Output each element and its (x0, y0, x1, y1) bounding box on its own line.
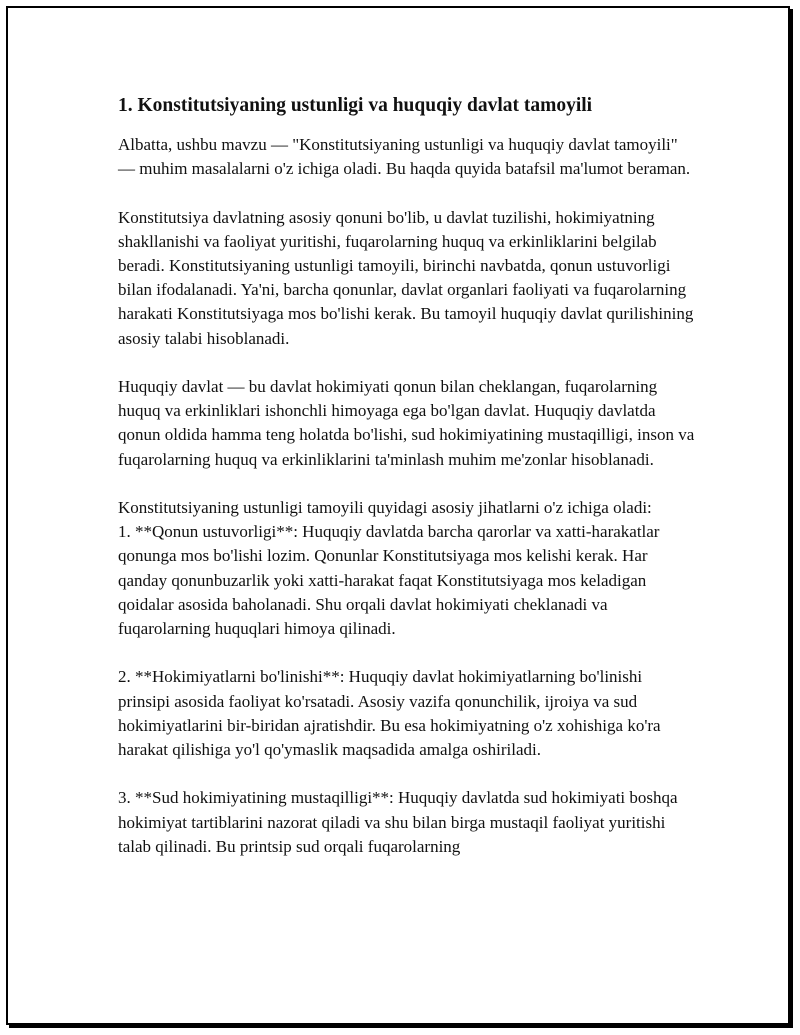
paragraph-gap (118, 351, 698, 375)
paragraph-constitution: Konstitutsiya davlatning asosiy qonuni bo'lib, u davlat tuzilishi, hokimiyatning shakllanishi va faoliyat yuritishi, fuqarolarning huquq va erkinliklarini belgilab beradi. Konstitutsiyaning ustunligi tamoyili, birinchi navbatda, qonun ustuvorligi bilan ifodalanadi. Ya'ni, barcha qonunlar, davlat organlari faoliyati va fuqarolarning harakati Konstitutsiyaga mos bo'lishi kerak. Bu tamoyil huquqiy davlat qurilishining asosiy talabi hisoblanadi. (118, 207, 694, 348)
paragraph-gap (118, 181, 698, 205)
paragraph-gap (118, 762, 698, 786)
paragraph-intro: Albatta, ushbu mavzu — "Konstitutsiyaning ustunligi va huquqiy davlat tamoyili" — muhim masalalarni o'z ichiga oladi. Bu haqda quyida batafsil ma'lumot beraman. (118, 135, 691, 179)
paragraph-gap (118, 472, 698, 496)
paragraph-legal-state: Huquqiy davlat — bu davlat hokimiyati qonun bilan cheklangan, fuqarolarning huquq va erkinliklari ishonchli himoyaga ega bo'lgan davlat. Huquqiy davlatda qonun oldida hamma teng holatda bo'lishi, sud hokimiyatining mustaqilligi, inson va fuqarolarning huquq va erkinliklarini ta'minlash muhim me'zonlar hisoblanadi. (118, 377, 695, 469)
paragraph-aspects-intro: Konstitutsiyaning ustunligi tamoyili quyidagi asosiy jihatlarni o'z ichiga oladi: (118, 498, 652, 517)
section-heading: 1. Konstitutsiyaning ustunligi va huquqiy davlat tamoyili (118, 95, 593, 116)
list-item-judicial-independence: 3. **Sud hokimiyatining mustaqilligi**: Huquqiy davlatda sud hokimiyati boshqa hokimiyat tartiblarini nazorat qiladi va shu bilan birga mustaqil faoliyat yuritishi talab qilinadi. Bu printsip sud orqali fuqarolarning (118, 788, 678, 856)
list-item-rule-of-law: 1. **Qonun ustuvorligi**: Huquqiy davlatda barcha qarorlar va xatti-harakatlar qonunga mos bo'lishi lozim. Qonunlar Konstitutsiyaga mos kelishi kerak. Har qanday qonunbuzarlik yoki xatti-harakat faqat Konstitutsiyaga mos keladigan qoidalar asosida baholanadi. Shu orqali davlat hokimiyati cheklanadi va fuqarolarning huquqlari himoya qilinadi. (118, 522, 660, 639)
list-item-separation-of-powers: 2. **Hokimiyatlarni bo'linishi**: Huquqiy davlat hokimiyatlarning bo'linishi prinsipi asosida faoliyat ko'rsatadi. Asosiy vazifa qonunchilik, ijroiya va sud hokimiyatlarini bir-biridan ajratishdir. Bu esa hokimiyatning o'z xohishiga ko'ra harakat qilishiga yo'l qo'ymaslik maqsadida amalga oshiriladi. (118, 667, 661, 760)
document-body (118, 93, 698, 859)
paragraph-gap (118, 641, 698, 665)
